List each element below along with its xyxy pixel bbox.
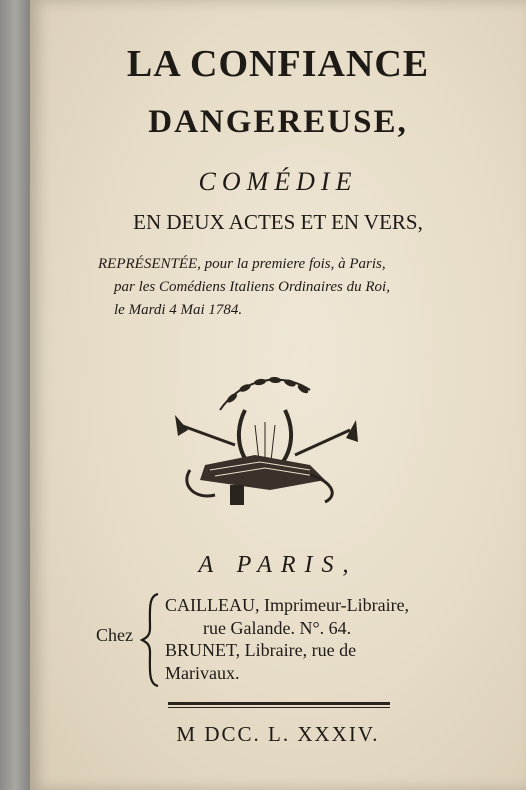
double-rule-thick: [168, 702, 390, 705]
publisher-line-1: CAILLEAU, Imprimeur-Libraire,: [165, 595, 410, 615]
curly-brace-icon: [140, 592, 162, 688]
genre-label: COMÉDIE: [198, 167, 358, 196]
book-spine: [0, 0, 34, 790]
title-line-1: LA CONFIANCE: [126, 43, 430, 85]
musical-trophy-vignette-icon: [160, 370, 370, 510]
chez-label: Chez: [96, 625, 133, 645]
performance-line-1: REPRÉSENTÉE, pour la premiere fois, à Paris,: [98, 256, 386, 272]
acts-line: EN DEUX ACTES ET EN VERS,: [133, 210, 423, 234]
title-line-2: DANGEREUSE,: [148, 104, 408, 140]
double-rule-thin: [168, 707, 390, 708]
publisher-line-4: Marivaux.: [165, 662, 240, 683]
publishers-block: [165, 594, 409, 684]
performance-note: [98, 253, 458, 322]
performance-line-2: par les Comédiens Italiens Ordinaires du Roi,: [114, 279, 390, 295]
publisher-line-2: rue Galande. N°. 64.: [203, 617, 352, 638]
performance-line-3: le Mardi 4 Mai 1784.: [114, 302, 243, 318]
imprint-place: A PARIS,: [198, 552, 358, 578]
publisher-line-3: BRUNET, Libraire, rue de: [165, 640, 357, 660]
imprint-year: M DCC. L. XXXIV.: [176, 722, 380, 746]
